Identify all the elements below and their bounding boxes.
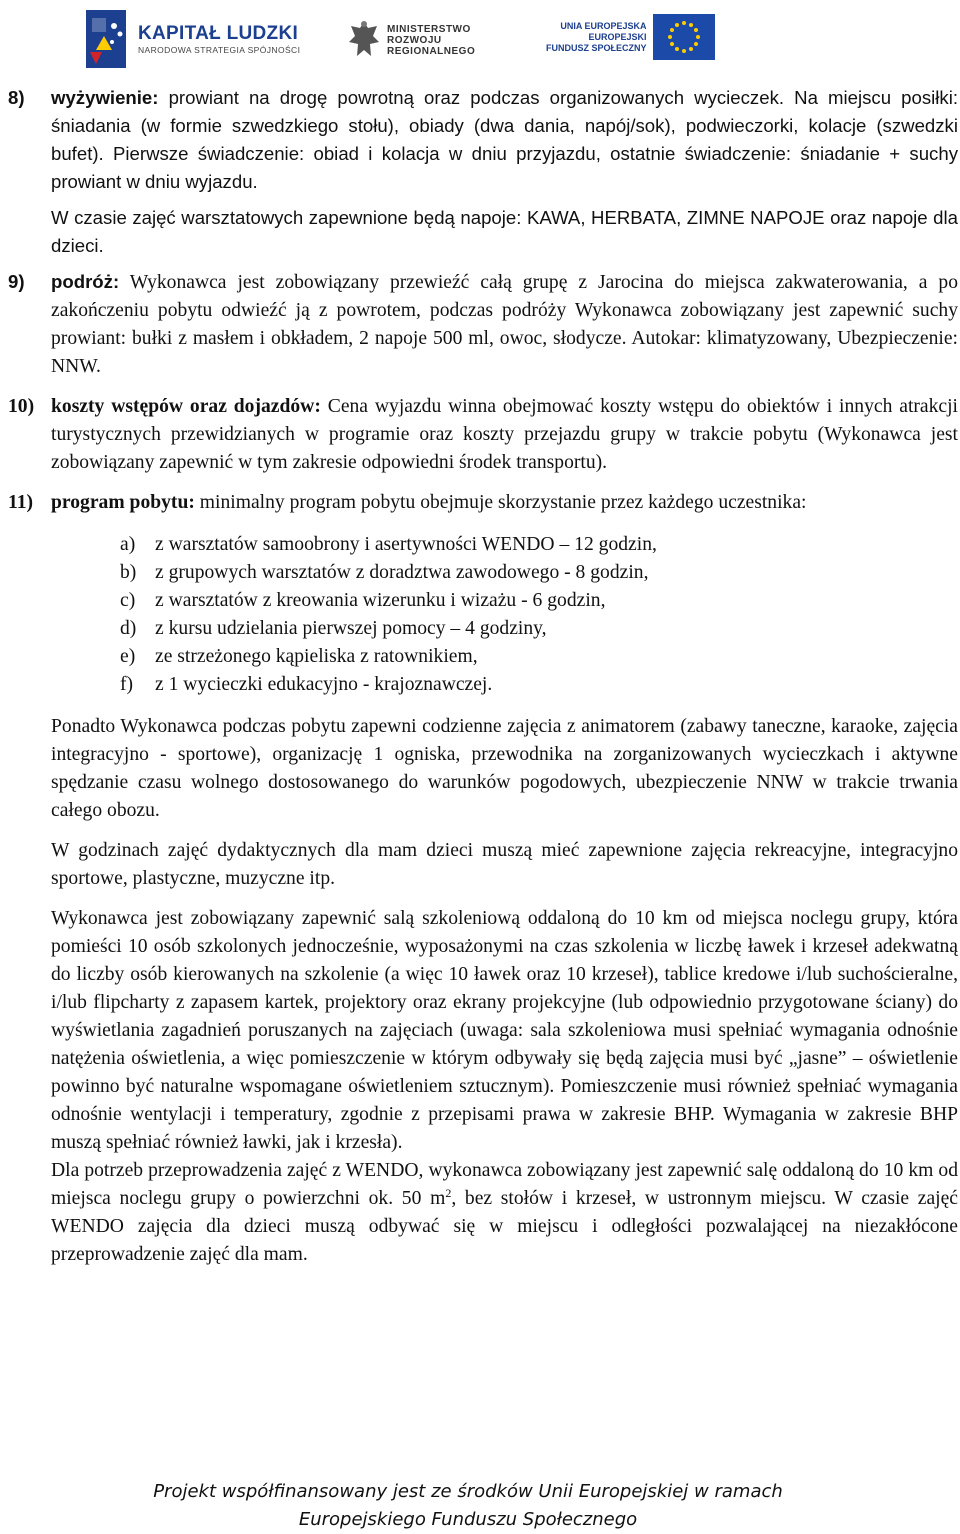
paragraph-children-activities: W godzinach zajęć dydaktycznych dla mam dzieci muszą mieć zapewnione zajęcia rekreacyjne, integracyjno sportowe, plastyczne, muzyczne itp. xyxy=(51,840,958,889)
section-text: prowiant na drogę powrotną oraz podczas organizowanych wycieczek. Na miejscu posiłki: śniadania (w formie szwedzkiego stołu), obiady (dwa dania, napój/sok), podwieczorki, kolacje (szwedzki bufet). Pierwsze świadczenie: obiad i kolacja w dniu przyjazdu, ostatnie świadczenie: śniadanie + suchy prowiant w dniu wyjazdu. xyxy=(51,87,958,192)
list-text: z kursu udzielania pierwszej pomocy – 4 godziny, xyxy=(155,618,547,639)
ministerstwo-logo xyxy=(347,18,475,62)
list-item xyxy=(120,531,958,559)
section-10-koszty xyxy=(8,393,958,477)
section-paragraph xyxy=(51,268,958,381)
list-letter: f) xyxy=(120,674,134,695)
page-header xyxy=(0,0,960,80)
kapital-ludzki-logo xyxy=(82,8,300,70)
ue-line-1: UNIA EUROPEJSKA xyxy=(560,20,647,31)
footer-line-1: Projekt współfinansowany jest ze środków Unii Europejskiej w ramach xyxy=(153,1481,783,1502)
list-item xyxy=(120,615,958,643)
list-letter: b) xyxy=(120,562,137,583)
ministerstwo-line-3: REGIONALNEGO xyxy=(387,45,476,57)
ue-line-2: EUROPEJSKI xyxy=(588,31,647,42)
paragraph-training-room: Wykonawca jest zobowiązany zapewnić salą szkoleniową oddaloną do 10 km od miejsca noclegu grupy, która pomieści 10 osób szkolonych jednocześnie, wyposażonymi na czas szkolenia w liczbę ławek i krzeseł adekwatną do liczby osób kierowanych na szkolenie (a więc 10 ławek oraz 10 krzeseł), tablice kredowe i/lub suchościeralne, i/lub flipcharty z zapasem kartek, projektory oraz ekrany projekcyjne (lub odpowiednio przygotowane ściany) do wyświetlania zagadnień poruszanych na zajęciach (uwaga: sala szkoleniowa musi spełniać wymagania odnośnie natężenia oświetlenia, a więc pomieszczenie w którym odbywały się będą zajęcia musi być „jasne” – oświetlenie powinno być naturalne wspomagane oświetleniem sztucznym). Pomieszczenie musi również spełniać wymagania odnośnie wentylacji i temperatury, zgodnie z przepisami prawa w zakresie BHP. Wymagania w zakresie BHP muszą spełniać również ławki, jak i krzesła). xyxy=(51,908,958,1153)
section-number: 11) xyxy=(8,492,34,513)
list-text: ze strzeżonego kąpieliska z ratownikiem, xyxy=(155,646,478,667)
document-body xyxy=(8,84,958,1269)
list-item xyxy=(120,671,958,699)
ministerstwo-line-1: MINISTERSTWO xyxy=(387,23,471,35)
section-label: program pobytu: xyxy=(51,492,195,513)
section-text: Wykonawca jest zobowiązany przewieźć całą grupę z Jarocina do miejsca zakwaterowania, a po zakończeniu pobytu odwieźć ją z powrotem, podczas podróży Wykonawca zobowiązany jest zapewnić suchy prowiant: bułki z masłem i obkładem, 2 napoje 500 ml, owoc, słodycze. Autokar: klimatyzowany, Ubezpieczenie: NNW. xyxy=(51,272,958,377)
list-letter: e) xyxy=(120,646,136,667)
section-label: koszty wstępów oraz dojazdów: xyxy=(51,396,321,417)
kapital-ludzki-emblem-icon xyxy=(82,8,130,70)
list-text: z grupowych warsztatów z doradztwa zawodowego - 8 godzin, xyxy=(155,562,649,583)
section-paragraph xyxy=(51,489,958,517)
list-letter: a) xyxy=(120,534,136,555)
ministerstwo-line-2: ROZWOJU xyxy=(387,34,442,46)
page-footer xyxy=(0,1478,936,1534)
footer-line-2: Europejskiego Funduszu Społecznego xyxy=(298,1509,638,1530)
paragraph-animator: Ponadto Wykonawca podczas pobytu zapewni codzienne zajęcia z animatorem (zabawy taneczne, karaoke, zajęcia integracyjno - sportowe), organizację 1 ogniska, przewodnika na zorganizowanych wycieczkach i aktywne spędzanie czasu wolnego dostosowanego do warunków pogodowych, ubezpieczenie NNW w trakcie trwania całego obozu. xyxy=(51,716,958,821)
eagle-emblem-icon xyxy=(347,18,381,62)
list-item xyxy=(120,643,958,671)
section-label: wyżywienie: xyxy=(51,87,159,108)
kapital-ludzki-title: KAPITAŁ LUDZKI xyxy=(138,22,299,44)
wendo-text-b: , bez stołów i krzeseł, w ustronnym miejscu. W czasie zajęć WENDO zajęcia dla dzieci muszą odbywać się w miejscu i odległości pozwalającej na niezakłócone przeprowadzenie zajęć dla mam. xyxy=(51,1188,958,1265)
section-9-podroz xyxy=(8,268,958,381)
program-list xyxy=(120,531,958,699)
eu-flag-icon xyxy=(653,14,715,60)
superscript: 2 xyxy=(445,1186,452,1200)
section-number: 8) xyxy=(8,87,25,108)
section-paragraph xyxy=(51,393,958,477)
list-text: z 1 wycieczki edukacyjno - krajoznawczej. xyxy=(155,674,493,695)
section-paragraph-2: W czasie zajęć warsztatowych zapewnione będą napoje: KAWA, HERBATA, ZIMNE NAPOJE oraz napoje dla dzieci. xyxy=(51,207,958,256)
kapital-ludzki-subtitle: NARODOWA STRATEGIA SPÓJNOŚCI xyxy=(138,44,301,55)
wendo-text-a: Dla potrzeb przeprowadzenia zajęć z WENDO, wykonawca zobowiązany jest zapewnić salę oddaloną do 10 km od miejsca noclegu grupy o powierzchni ok. 50 m xyxy=(51,1160,958,1209)
section-text: Cena wyjazdu winna obejmować koszty wstępu do obiektów i innych atrakcji turystycznych przewidzianych w programie oraz koszty przejazdu grupy w trakcie pobytu (Wykonawca jest zobowiązany zapewnić w tym zakresie odpowiedni środek transportu). xyxy=(51,396,958,473)
section-11-program xyxy=(8,489,958,517)
list-letter: d) xyxy=(120,618,137,639)
program-details xyxy=(8,713,958,1269)
list-letter: c) xyxy=(120,590,136,611)
list-text: z warsztatów z kreowania wizerunku i wizażu - 6 godzin, xyxy=(155,590,606,611)
section-label: podróż: xyxy=(51,271,120,292)
section-text: minimalny program pobytu obejmuje skorzystanie przez każdego uczestnika: xyxy=(194,492,807,513)
list-text: z warsztatów samoobrony i asertywności WENDO – 12 godzin, xyxy=(155,534,657,555)
list-item xyxy=(120,559,958,587)
eu-logo xyxy=(546,14,715,60)
list-item xyxy=(120,587,958,615)
ue-line-3: FUNDUSZ SPOŁECZNY xyxy=(546,42,647,53)
section-8-wyzywienie xyxy=(8,84,958,260)
section-number: 10) xyxy=(8,396,35,417)
paragraph-wendo-room xyxy=(51,1157,958,1269)
section-paragraph xyxy=(51,84,958,196)
section-number: 9) xyxy=(8,271,25,292)
